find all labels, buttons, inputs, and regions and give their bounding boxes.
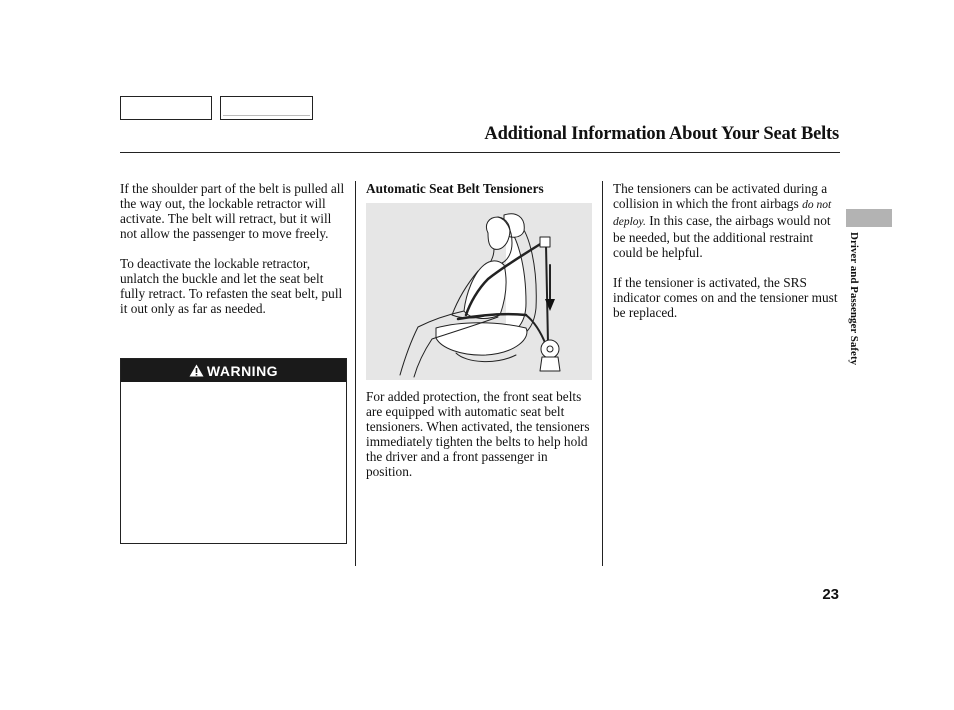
column-divider-right: [602, 181, 603, 566]
nav-box-previous[interactable]: [120, 96, 212, 120]
section-side-label: Driver and Passenger Safety: [848, 232, 860, 366]
left-column: [120, 181, 345, 331]
page-number: 23: [822, 586, 839, 603]
section-heading: Automatic Seat Belt Tensioners: [366, 181, 544, 196]
activation-text-end: In this case, the airbags would not be needed, but the additional restraint could be helpful.: [613, 213, 831, 260]
warning-label: WARNING: [206, 362, 279, 379]
paragraph-tensioner-activation: [613, 181, 841, 260]
right-column: [613, 181, 841, 335]
title-divider: [120, 152, 840, 153]
column-divider-left: [355, 181, 356, 566]
warning-box: [120, 358, 347, 544]
page-title: Additional Information About Your Seat Belts: [484, 124, 839, 144]
section-tab-marker: [846, 209, 892, 227]
seat-belt-tensioner-illustration: [366, 203, 592, 380]
activation-text-start: The tensioners can be activated during a collision in which the front airbags: [613, 181, 828, 211]
paragraph-deactivate-retractor: To deactivate the lockable retractor, unlatch the buckle and let the seat belt fully retract. To refasten the seat belt, pull it out only as far as needed.: [120, 256, 343, 316]
nav-box-next[interactable]: [220, 96, 313, 120]
do-not-deploy-italic: do not deploy.: [613, 199, 832, 228]
warning-triangle-icon: [189, 364, 204, 377]
warning-header: [121, 359, 346, 382]
paragraph-lockable-retractor: If the shoulder part of the belt is pulled all the way out, the lockable retractor will activate. The belt will retract, but it will not allow the passenger to move freely.: [120, 181, 345, 241]
middle-column: [366, 181, 592, 494]
paragraph-tensioner-protection: For added protection, the front seat belts are equipped with automatic seat belt tensioners. When activated, the tensioners immediately tighten the belts to help hold the driver and a front passenger in position.: [366, 389, 590, 479]
paragraph-srs-indicator: If the tensioner is activated, the SRS indicator comes on and the tensioner must be replaced.: [613, 275, 838, 320]
